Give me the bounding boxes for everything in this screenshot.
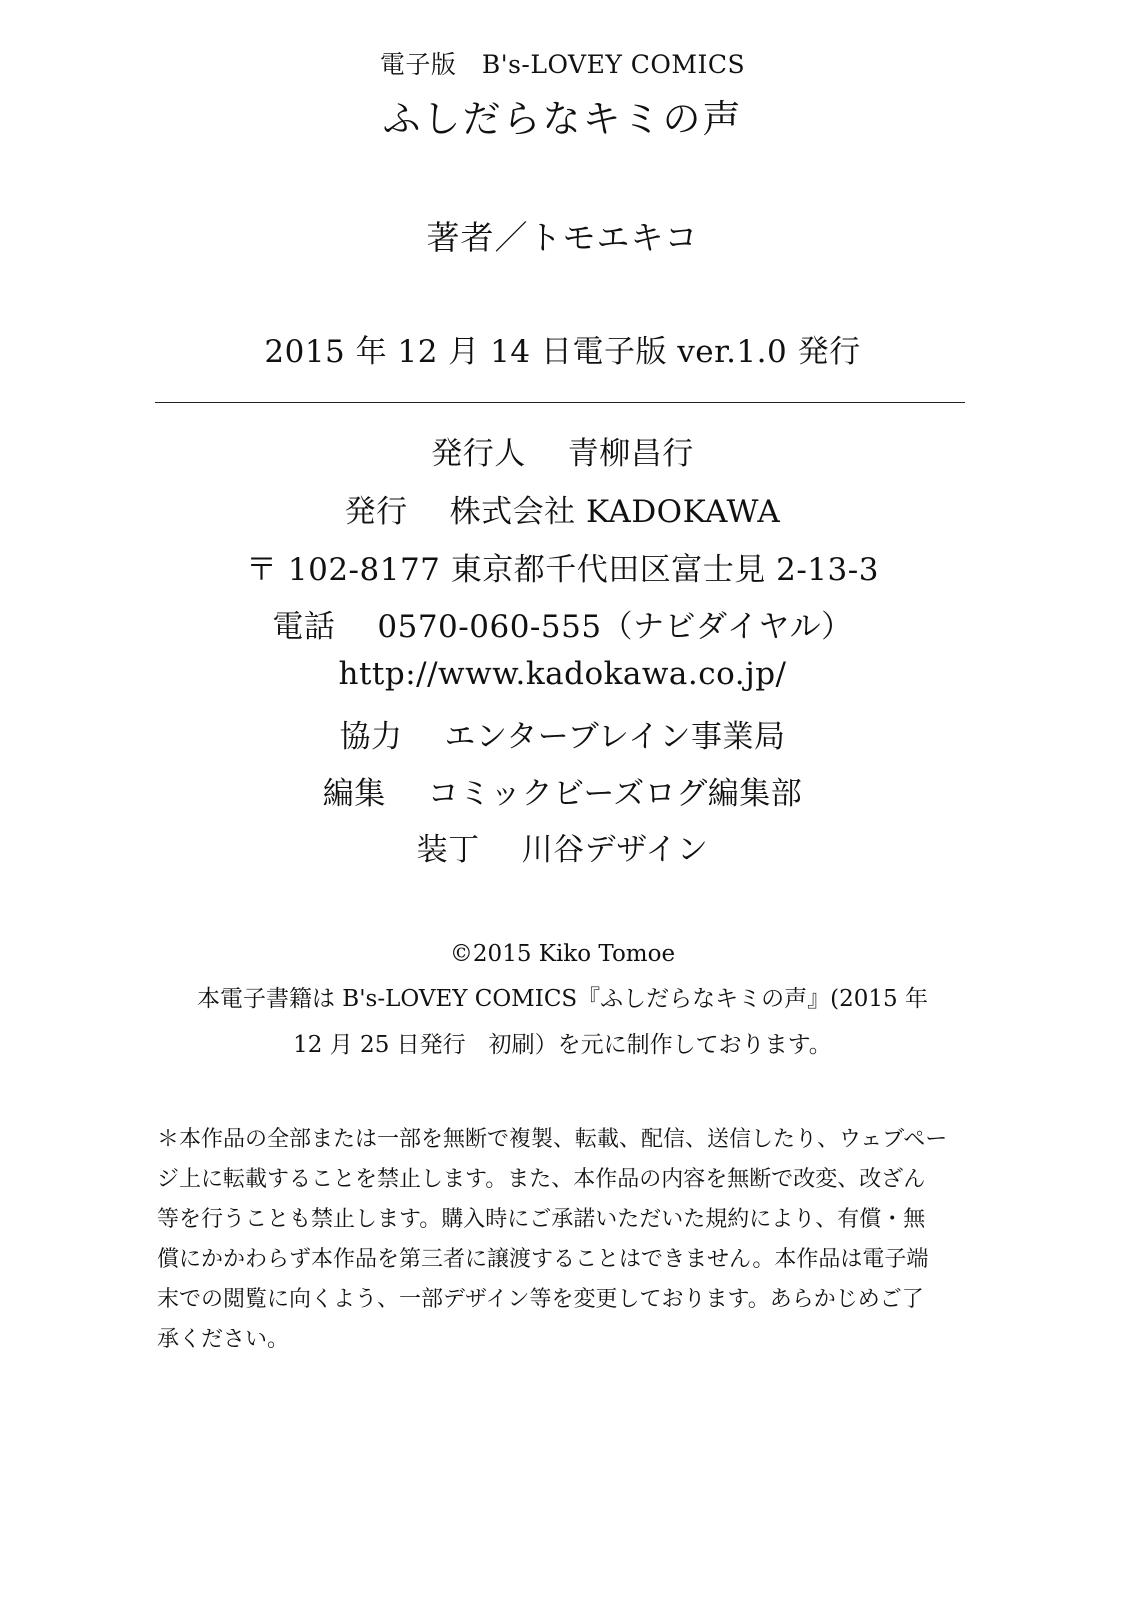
cooperation-name: エンターブレイン事業局 — [444, 719, 786, 755]
publisher-url: http://www.kadokawa.co.jp/ — [338, 656, 787, 692]
design-name: 川谷デザイン — [521, 832, 709, 868]
publisher-person: 青柳昌行 — [567, 436, 694, 472]
phone-number: 0570-060-555（ナビダイヤル） — [377, 609, 853, 645]
editing-label: 編集 — [322, 776, 386, 812]
publisher-name: 株式会社 KADOKAWA — [449, 494, 781, 530]
divider — [155, 402, 965, 403]
cooperation-line — [0, 711, 1125, 756]
design-line — [0, 824, 1125, 869]
phone-line — [0, 601, 1125, 646]
imprint-label: 電子版 B's-LOVEY COMICS — [379, 50, 746, 79]
publisher-label: 発行 — [344, 494, 408, 530]
source-note-line-1: 本電子書籍は B's-LOVEY COMICS『ふしだらなキミの声』(2015 年 — [197, 986, 928, 1012]
legal-notice-line: 承ください。 — [157, 1327, 290, 1352]
copyright-notice: ©2015 Kiko Tomoe — [449, 941, 676, 967]
editing-line — [0, 768, 1125, 813]
book-title: ふしだらなキミの声 — [382, 97, 743, 141]
design-label: 装丁 — [416, 832, 480, 868]
publisher-person-label: 発行人 — [431, 436, 526, 472]
legal-notice-line: 等を行うことも禁止します。購入時にご承諾いただいた規約により、有償・無 — [157, 1207, 926, 1232]
legal-notice-line: ジ上に転載することを禁止します。また、本作品の内容を無断で改変、改ざん — [157, 1167, 926, 1192]
publisher-line — [0, 486, 1125, 531]
legal-notice-line: 末での閲覧に向くよう、一部デザイン等を変更しております。あらかじめご了 — [157, 1287, 924, 1312]
legal-notice-line: ＊本作品の全部または一部を無断で複製、転載、配信、送信したり、ウェブペー — [157, 1127, 948, 1152]
editing-name: コミックビーズログ編集部 — [427, 776, 803, 812]
publisher-person-line — [0, 428, 1125, 473]
address-line: 〒 102-8177 東京都千代田区富士見 2-13-3 — [246, 552, 879, 588]
legal-notice — [157, 1120, 967, 1360]
source-note-line-2: 12 月 25 日発行 初刷）を元に制作しております。 — [293, 1032, 832, 1058]
legal-notice-line: 償にかかわらず本作品を第三者に譲渡することはできません。本作品は電子端 — [157, 1247, 929, 1272]
phone-label: 電話 — [272, 609, 336, 645]
author-line: 著者／トモエキコ — [426, 218, 699, 257]
cooperation-label: 協力 — [339, 719, 403, 755]
edition-date: 2015 年 12 月 14 日電子版 ver.1.0 発行 — [264, 334, 861, 370]
